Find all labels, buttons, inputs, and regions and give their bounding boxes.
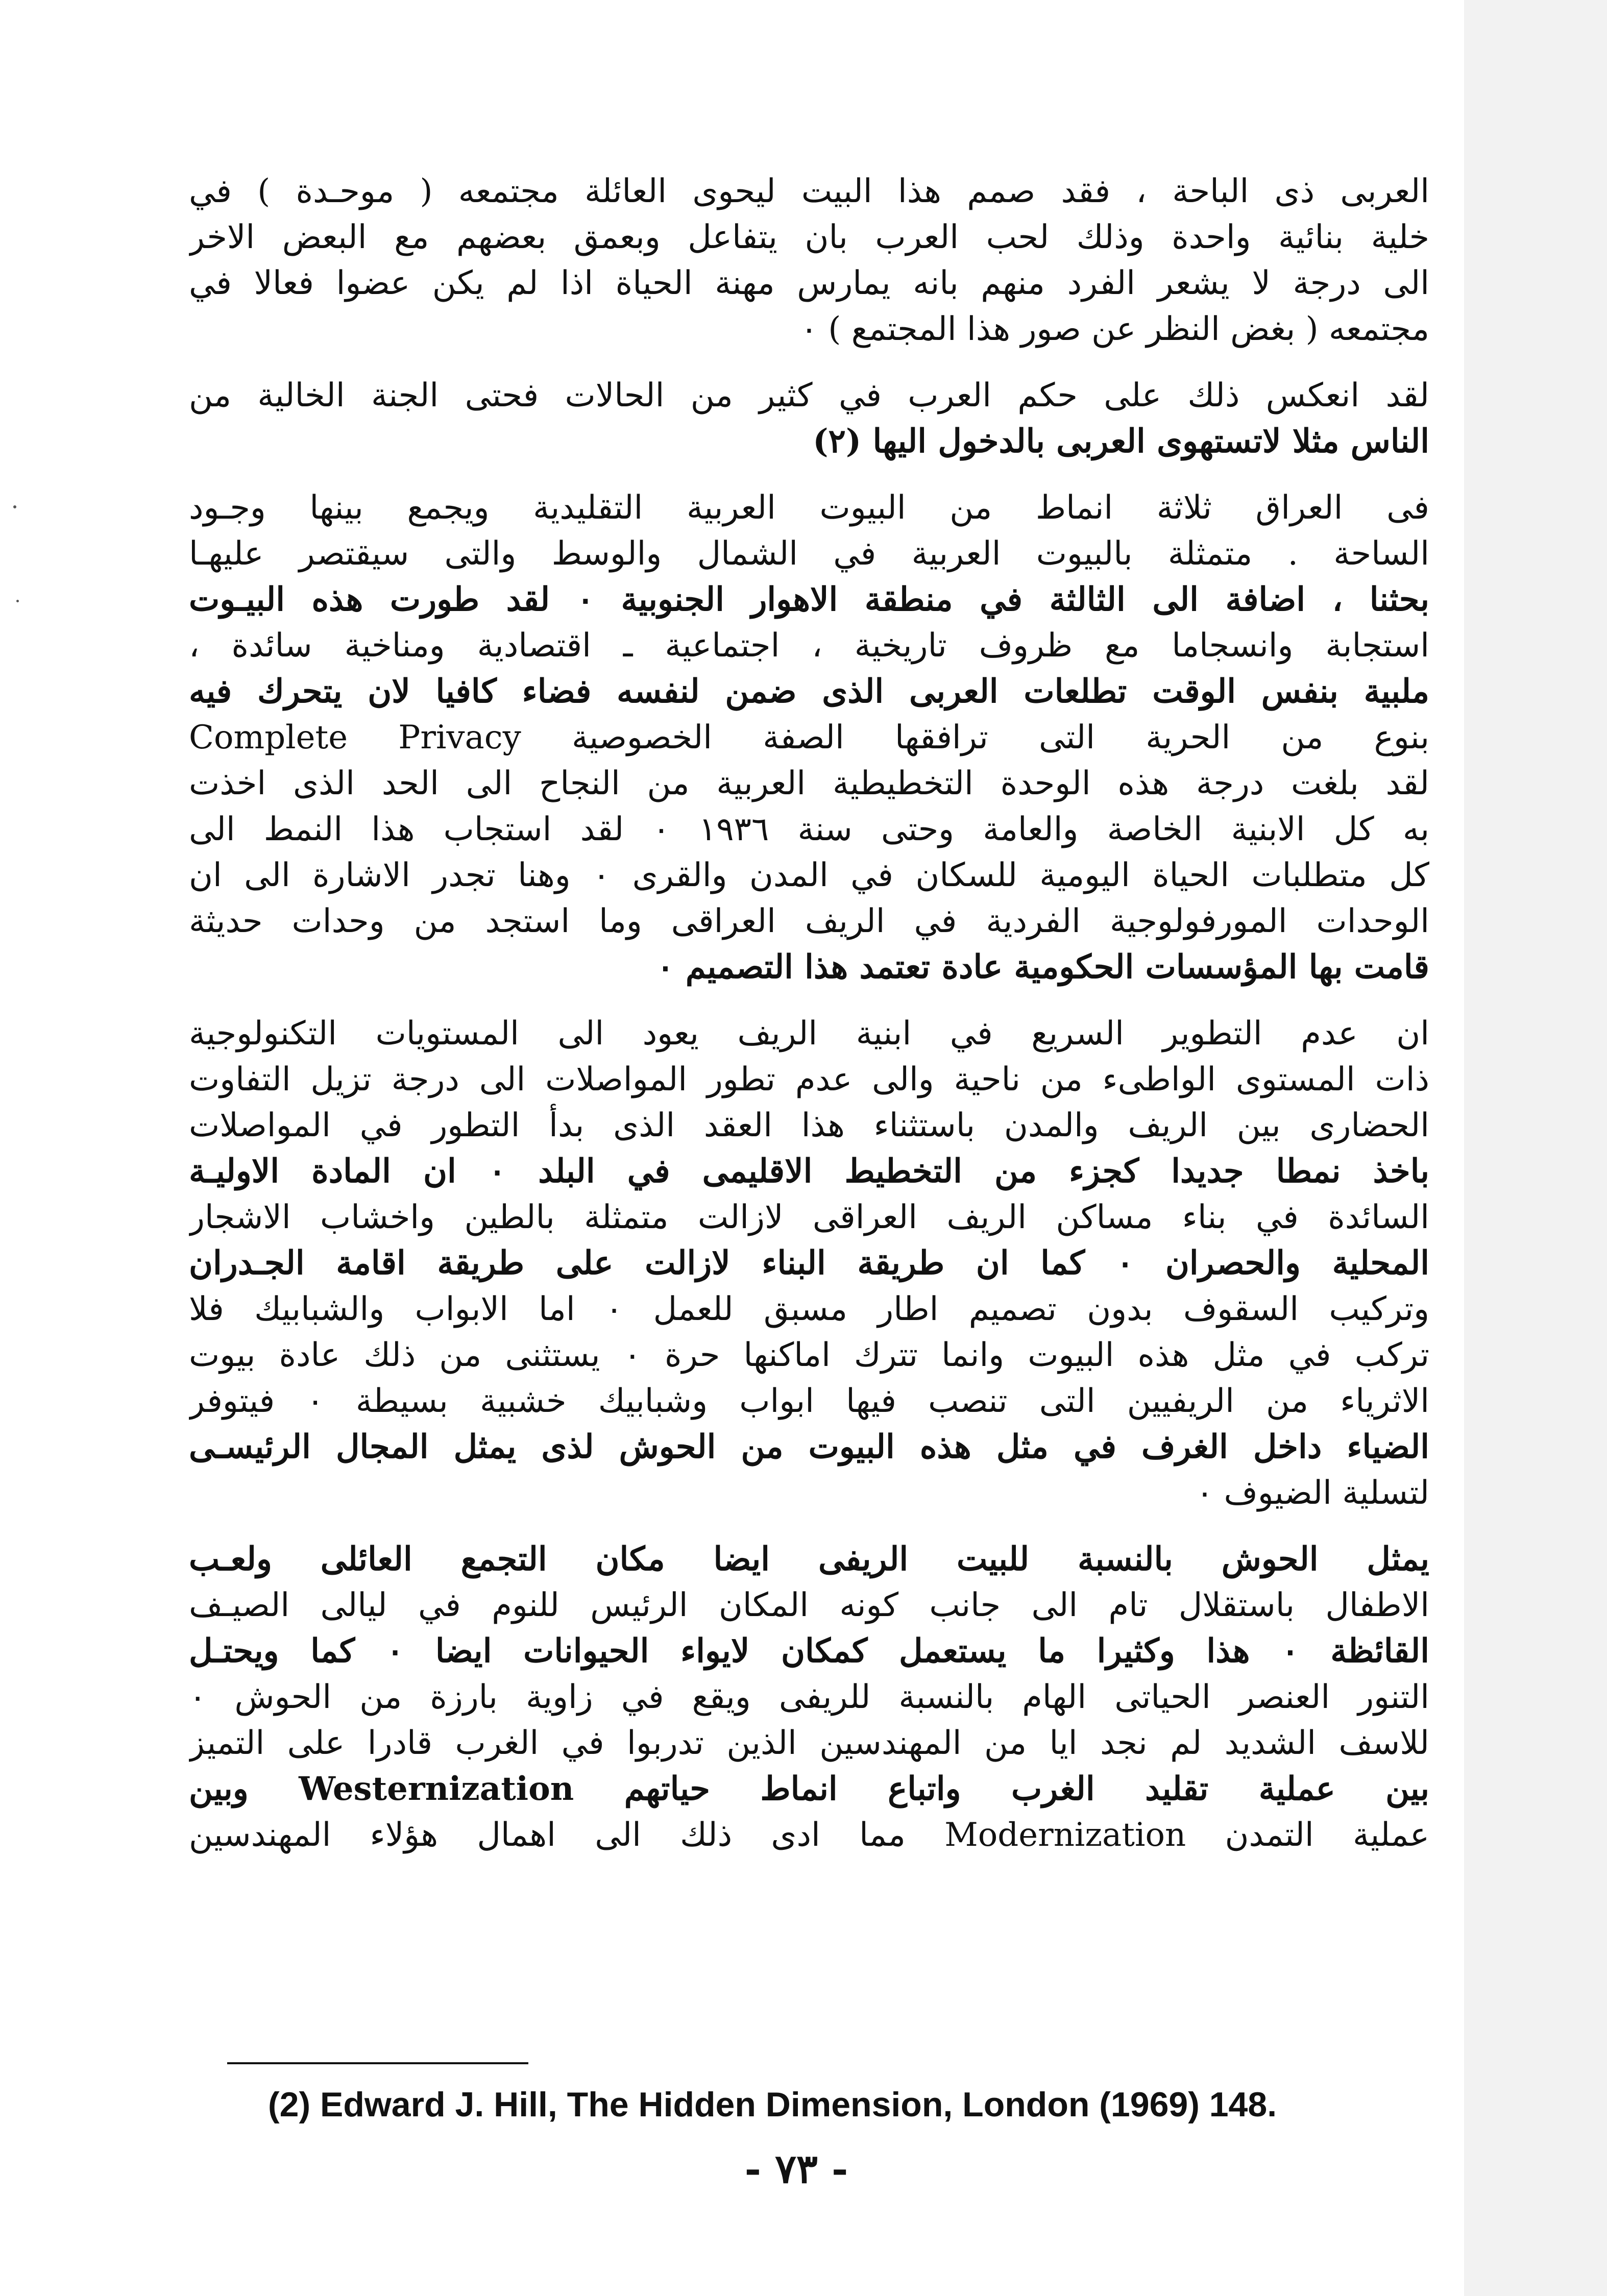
text-line: كل متطلبات الحياة اليومية للسكان في المدن والقرى ٠ وهنا تجدر الاشارة الى ان: [189, 857, 1429, 894]
text-line: مجتمعه ( بغض النظر عن صور هذا المجتمع ) ٠: [800, 310, 1429, 348]
text-line: الناس مثلا لاتستهوى العربى بالدخول اليها (٢): [813, 422, 1429, 460]
text-line: وتركيب السقوف بدون تصميم اطار مسبق للعمل ٠ اما الابواب والشبابيك فلا: [189, 1290, 1429, 1328]
text-line: ذات المستوى الواطىء من ناحية والى عدم تطور المواصلات الى درجة تزيل التفاوت: [189, 1061, 1429, 1098]
text-line: ان عدم التطوير السريع في ابنية الريف يعود الى المستويات التكنولوجية: [189, 1015, 1429, 1053]
page-number: - ٧٣ -: [744, 2146, 848, 2192]
text-line: القائظة ٠ هذا وكثيرا ما يستعمل كمكان لايواء الحيوانات ايضا ٠ كما ويحتـل: [189, 1632, 1429, 1670]
text-line: عملية التمدن Modernization مما ادى ذلك الى اهمال هؤلاء المهندسين: [189, 1816, 1429, 1854]
text-line: الوحدات المورفولوجية الفردية في الريف العراقى وما استجد من وحدات حديثة: [189, 902, 1429, 940]
text-line: السائدة في بناء مساكن الريف العراقى لازالت متمثلة بالطين واخشاب الاشجار: [189, 1199, 1429, 1236]
text-line: ملبية بنفس الوقت تطلعات العربى الذى ضمن لنفسه فضاء كافيا لان يتحرك فيه: [189, 672, 1429, 711]
body-text: [189, 168, 1429, 1858]
scan-margin: [1464, 0, 1607, 2296]
text-line: الاثرياء من الريفيين التى تنصب فيها ابواب وشبابيك خشبية بسيطة ٠ فيتوفر: [189, 1382, 1429, 1420]
text-line: الاطفال باستقلال تام الى جانب كونه المكان الرئيس للنوم في ليالى الصيـف: [189, 1586, 1429, 1624]
text-line: الساحة . متمثلة بالبيوت العربية في الشمال والوسط والتى سيقتصر عليهـا: [189, 535, 1429, 573]
text-line: العربى ذى الباحة ، فقد صمم هذا البيت ليحوى العائلة مجتمعه ( موحـدة ) في: [189, 173, 1429, 210]
text-line: لقد انعكس ذلك على حكم العرب في كثير من الحالات فحتى الجنة الخالية من: [189, 377, 1429, 414]
text-line: بين عملية تقليد الغرب واتباع انماط حياتهم Westernization وبين: [189, 1770, 1429, 1808]
text-line: الضياء داخل الغرف في مثل هذه البيوت من الحوش لذى يمثل المجال الرئيسـى: [189, 1428, 1429, 1466]
text-line: الى درجة لا يشعر الفرد منهم بانه يمارس مهنة الحياة اذا لم يكن عضوا فعالا في: [189, 264, 1429, 302]
text-line: خلية بنائية واحدة وذلك لحب العرب بان يتفاعل وبعمق بعضهم مع البعض الاخر: [189, 218, 1429, 256]
text-line: باخذ نمطا جديدا كجزء من التخطيط الاقليمى في البلد ٠ ان المادة الاوليـة: [189, 1152, 1429, 1190]
scan-speck: [16, 600, 19, 602]
text-line: بنوع من الحرية التى ترافقها الصفة الخصوصية Complete Privacy: [189, 719, 1429, 756]
text-line: لقد بلغت درجة هذه الوحدة التخطيطية العربية من النجاح الى الحد الذى اخذت: [189, 765, 1429, 802]
footnote-divider: [227, 2062, 528, 2064]
text-line: التنور العنصر الحياتى الهام بالنسبة للريفى ويقع في زاوية بارزة من الحوش ٠: [189, 1678, 1429, 1716]
text-line: لتسلية الضيوف ٠: [1196, 1474, 1429, 1512]
text-line: الحضارى بين الريف والمدن باستثناء هذا العقد الذى بدأ التطور في المواصلات: [189, 1107, 1429, 1144]
text-line: فى العراق ثلاثة انماط من البيوت العربية التقليدية ويجمع بينها وجـود: [189, 489, 1429, 527]
text-line: تركب في مثل هذه البيوت وانما تترك اماكنها حرة ٠ يستثنى من ذلك عادة بيوت: [189, 1336, 1429, 1374]
text-line: استجابة وانسجاما مع ظروف تاريخية ، اجتماعية ـ اقتصادية ومناخية سائدة ،: [189, 627, 1429, 665]
text-line: قامت بها المؤسسات الحكومية عادة تعتمد هذا التصميم ٠: [656, 948, 1429, 986]
text-line: به كل الابنية الخاصة والعامة وحتى سنة ١٩٣٦ ٠ لقد استجاب هذا النمط الى: [189, 811, 1429, 848]
text-line: للاسف الشديد لم نجد ايا من المهندسين الذين تدربوا في الغرب قادرا على التميز: [189, 1724, 1429, 1762]
text-line: يمثل الحوش بالنسبة للبيت الريفى ايضا مكان التجمع العائلى ولعـب: [189, 1540, 1429, 1578]
footnote: (2) Edward J. Hill, The Hidden Dimension, London (1969) 148.: [268, 2085, 1277, 2124]
scan-speck: [13, 505, 16, 508]
text-line: بحثنا ، اضافة الى الثالثة في منطقة الاهوار الجنوبية ٠ لقد طورت هذه البيـوت: [189, 580, 1429, 619]
text-line: المحلية والحصران ٠ كما ان طريقة البناء لازالت على طريقة اقامة الجـدران: [189, 1244, 1429, 1282]
